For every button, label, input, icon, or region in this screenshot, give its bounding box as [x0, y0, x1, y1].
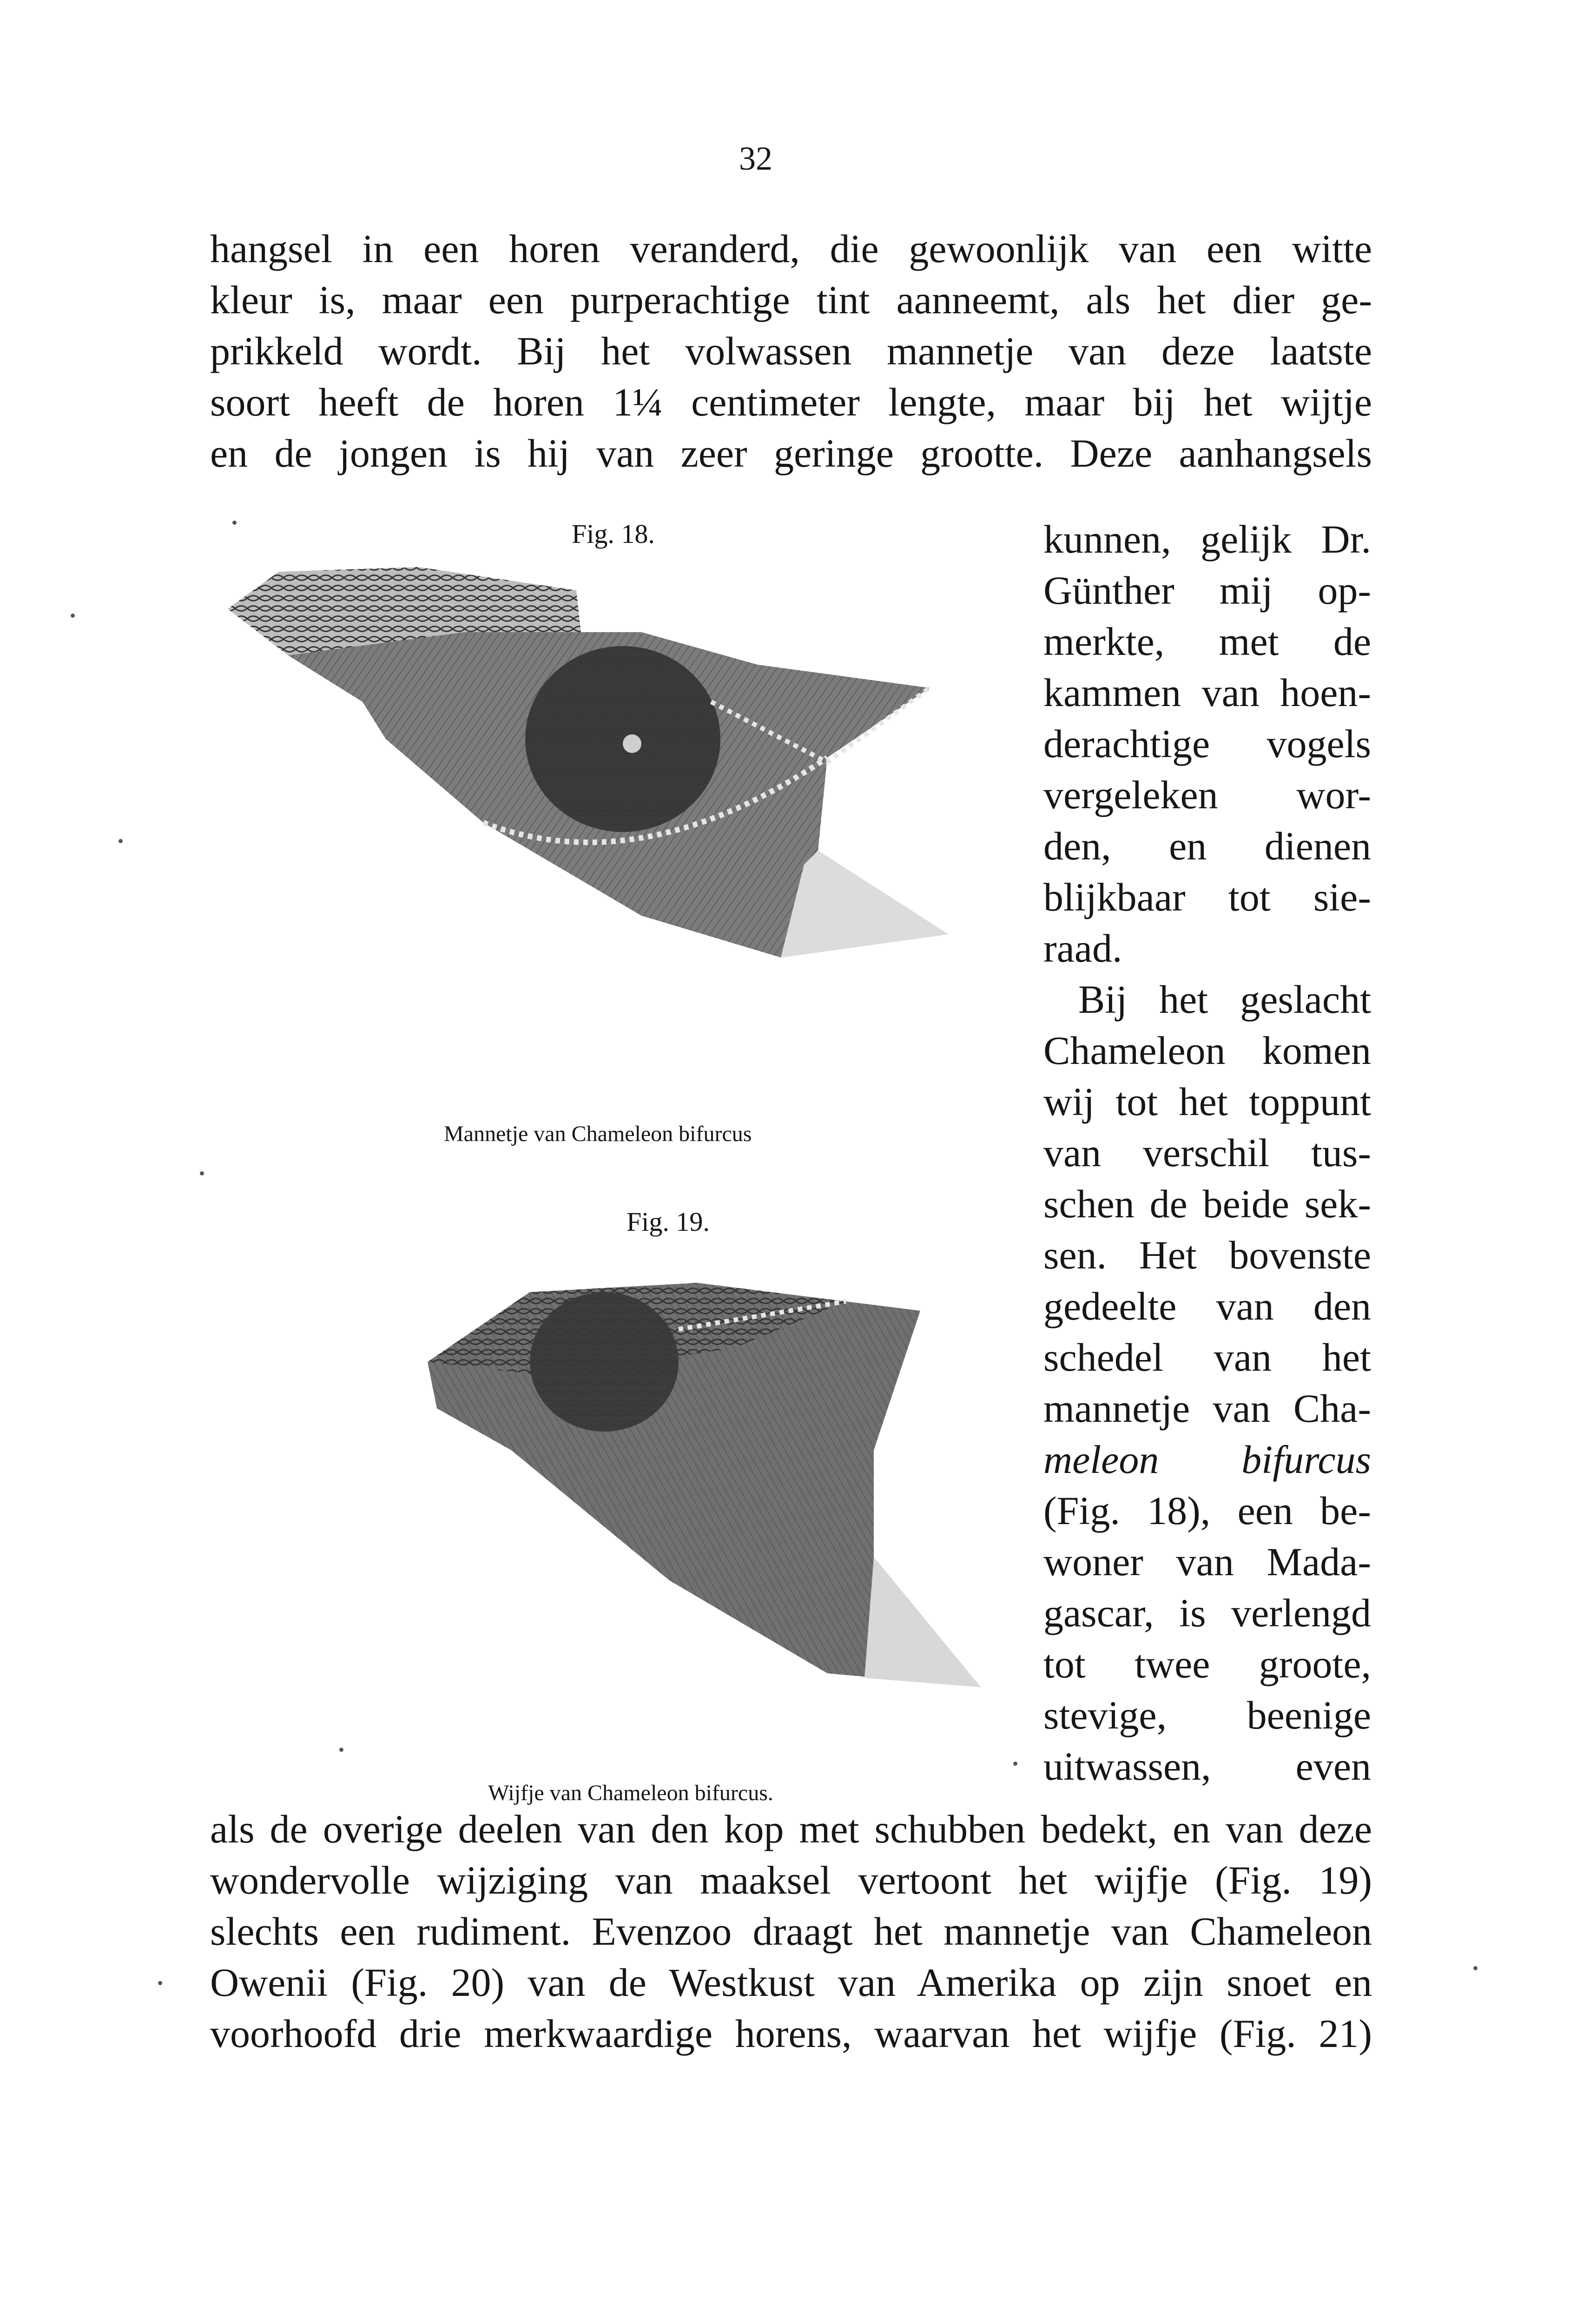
print-speck [71, 614, 75, 618]
side-line: gedeelte van den [1043, 1284, 1371, 1328]
body-line: hangsel in een horen veranderd, die gewoonlijk van een witte [210, 226, 1372, 271]
body-line: als de overige deelen van den kop met schubben bedekt, en van deze [210, 1807, 1372, 1851]
side-line: stevige, beenige [1043, 1693, 1371, 1737]
figure-18-caption: Mannetje van Chameleon bifurcus [444, 1122, 752, 1146]
side-line: uitwassen, even [1043, 1744, 1371, 1789]
print-speck [232, 521, 237, 525]
print-speck [1473, 1966, 1478, 1970]
body-line: en de jongen is hij van zeer geringe grootte. Deze aanhangsels [210, 431, 1372, 475]
body-line: slechts een rudiment. Evenzoo draagt het mannetje van Chameleon [210, 1909, 1372, 1954]
side-line: merkte, met de [1043, 619, 1371, 664]
side-line: Bij het geslacht [1078, 977, 1371, 1022]
print-speck [158, 1981, 162, 1985]
side-line: meleon bifurcus [1043, 1437, 1371, 1482]
side-line: vergeleken wor- [1043, 772, 1371, 817]
side-line: kunnen, gelijk Dr. [1043, 517, 1371, 561]
side-line: woner van Mada- [1043, 1539, 1371, 1584]
side-line: kammen van hoen- [1043, 670, 1371, 715]
body-line: voorhoofd drie merkwaardige horens, waarvan het wijfje (Fig. 21) [210, 2011, 1372, 2056]
body-line: wondervolle wijziging van maaksel vertoont het wijfje (Fig. 19) [210, 1858, 1372, 1902]
page-number: 32 [739, 140, 772, 177]
side-line: mannetje van Cha- [1043, 1386, 1371, 1431]
figure-19-caption: Wijfje van Chameleon bifurcus. [488, 1781, 773, 1805]
figure-18-label: Fig. 18. [572, 519, 655, 549]
side-line: Günther mij op- [1043, 568, 1371, 613]
body-line: soort heeft de horen 1¼ centimeter lengte, maar bij het wijtje [210, 380, 1372, 424]
side-line: gascar, is verlengd [1043, 1591, 1371, 1635]
side-line: blijkbaar tot sie- [1043, 875, 1371, 919]
side-line: den, en dienen [1043, 824, 1371, 868]
side-line: Chameleon komen [1043, 1028, 1371, 1073]
print-speck [200, 1171, 204, 1175]
male-chameleon-head-illustration [223, 562, 1022, 1120]
figure-19-label: Fig. 19. [627, 1207, 710, 1237]
body-line: Owenii (Fig. 20) van de Westkust van Amerika op zijn snoet en [210, 1960, 1372, 2005]
side-line: (Fig. 18), een be- [1043, 1488, 1371, 1533]
side-line: derachtige vogels [1043, 721, 1371, 766]
side-line: wij tot het toppunt [1043, 1079, 1371, 1124]
side-line: schen de beide sek- [1043, 1182, 1371, 1226]
body-line: prikkeld wordt. Bij het volwassen mannetje van deze laatste [210, 329, 1372, 373]
side-line: schedel van het [1043, 1335, 1371, 1380]
print-speck [119, 839, 123, 843]
print-speck [1013, 1762, 1017, 1766]
female-chameleon-head-illustration [409, 1255, 1027, 1766]
side-line: sen. Het bovenste [1043, 1233, 1371, 1277]
side-line: raad. [1043, 926, 1122, 971]
body-line: kleur is, maar een purperachtige tint aanneemt, als het dier ge- [210, 277, 1372, 322]
side-line: tot twee groote, [1043, 1642, 1371, 1686]
side-line: van verschil tus- [1043, 1130, 1371, 1175]
print-speck [339, 1748, 343, 1752]
